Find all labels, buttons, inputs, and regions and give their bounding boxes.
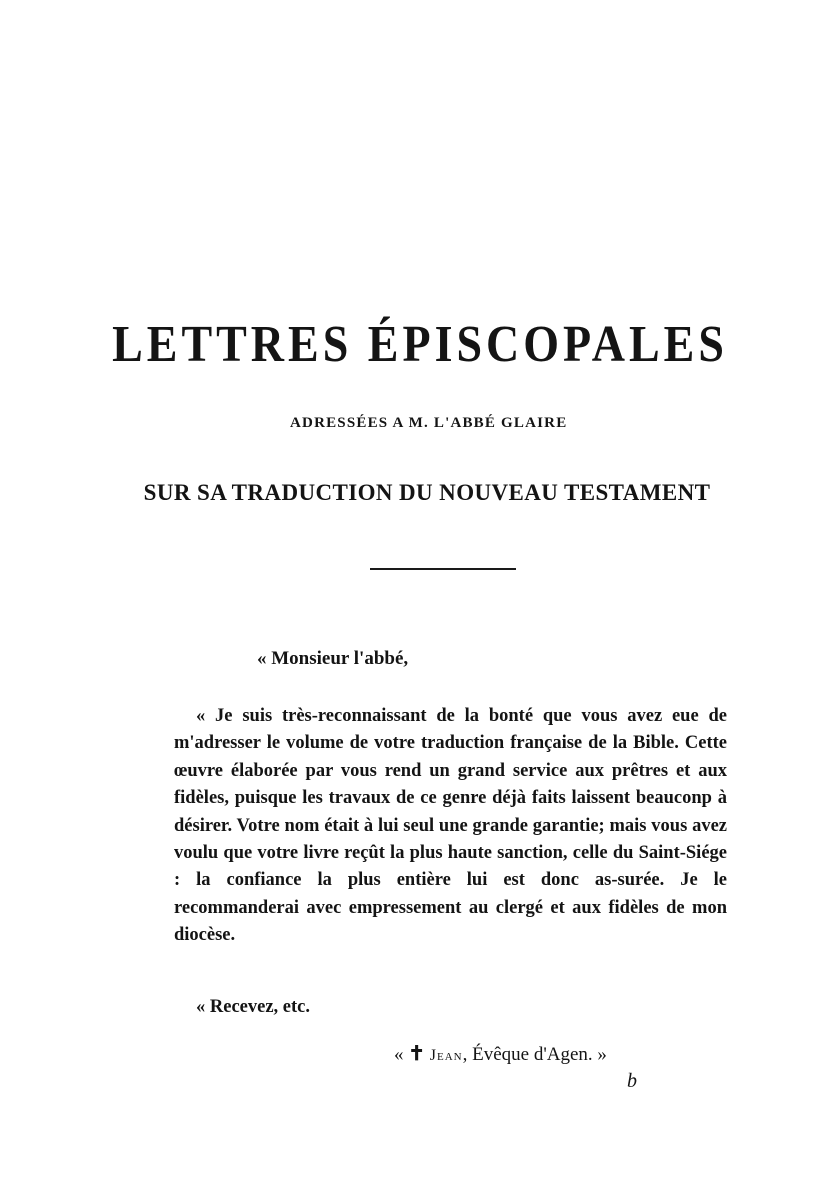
subtitle: ADRESSÉES A M. L'ABBÉ GLAIRE [290, 415, 568, 431]
letter-body: « Je suis très-reconnaissant de la bonté que vous avez eue de m'adresser le volume de votre traduction française de la Bible. Cette œuvre élaborée par vous rend un grand service aux prêtres et aux fidèles, puisque les travaux de ce genre déjà faits laissent beauconp à désirer. Votre nom était à lui seul une grande garantie; mais vous avez voulu que votre livre reçût la plus haute sanction, celle du Saint-Siége : la confiance la plus entière lui est donc as-surée. Je le recommanderai avec empressement au clergé et aux fidèles de mon diocèse. [174, 706, 727, 946]
signature-title: , Évêque d'Agen. [462, 1044, 593, 1065]
signature-name: Jean [429, 1047, 463, 1064]
signature-close-quote: » [597, 1044, 607, 1065]
closing-line: « Recevez, etc. [196, 997, 310, 1017]
subtitle-secondary: SUR SA TRADUCTION DU NOUVEAU TESTAMENT [143, 480, 711, 505]
signature [394, 1041, 607, 1069]
page-title: LETTRES ÉPISCOPALES [112, 314, 728, 372]
cross-icon: ✝ [408, 1043, 426, 1065]
signature-mark: b [627, 1070, 637, 1092]
salutation: « Monsieur l'abbé, [257, 648, 409, 669]
divider-rule [370, 568, 516, 570]
signature-open-quote: « [394, 1044, 404, 1065]
